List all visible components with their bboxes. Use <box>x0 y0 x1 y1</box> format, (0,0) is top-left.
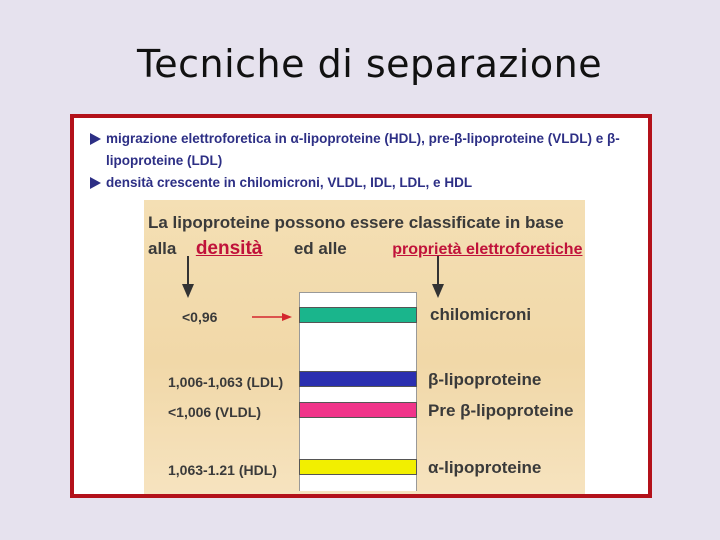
density-label: <0,96 <box>182 309 218 325</box>
heading-line-2 <box>148 236 582 263</box>
slide-title: Tecniche di separazione <box>137 42 603 86</box>
heading-ed-alle: ed alle <box>293 239 347 258</box>
density-label: <1,006 (VLDL) <box>168 404 261 420</box>
density-label: 1,063-1.21 (HDL) <box>168 462 277 478</box>
bullet-item <box>90 128 642 172</box>
figure-frame <box>70 114 652 498</box>
heading-alla: alla <box>148 239 177 258</box>
keyword-densita: densità <box>195 238 263 259</box>
fraction-label: Pre β-lipoproteine <box>428 401 574 420</box>
bullet-item <box>90 172 642 194</box>
band-prebeta <box>299 402 417 418</box>
red-arrow-icon <box>252 312 292 322</box>
down-arrow-icon <box>432 256 444 298</box>
keyword-proprieta: proprietà elettroforetiche <box>392 241 583 258</box>
bullet-arrow-icon <box>90 177 101 189</box>
heading-line-1: La lipoproteine possono essere classificate in base <box>148 213 564 232</box>
bullet-text: migrazione elettroforetica in α-lipoproteine (HDL), pre-β-lipoproteine (VLDL) e β-lipoproteine (LDL) <box>106 131 620 168</box>
panel-heading <box>148 210 582 263</box>
down-arrow-icon <box>182 256 194 298</box>
electrophoresis-lane <box>299 292 417 491</box>
band-alpha <box>299 459 417 475</box>
lipoprotein-panel <box>144 200 585 494</box>
density-label: 1,006-1,063 (LDL) <box>168 374 284 390</box>
band-beta <box>299 371 417 387</box>
fraction-label: β-lipoproteine <box>428 370 542 389</box>
fraction-label: α-lipoproteine <box>428 458 542 477</box>
bullet-arrow-icon <box>90 133 101 145</box>
bullet-list <box>90 128 642 194</box>
fraction-label: chilomicroni <box>430 305 532 324</box>
band-chilomicroni <box>299 307 417 323</box>
bullet-text: densità crescente in chilomicroni, VLDL, IDL, LDL, e HDL <box>106 175 473 190</box>
